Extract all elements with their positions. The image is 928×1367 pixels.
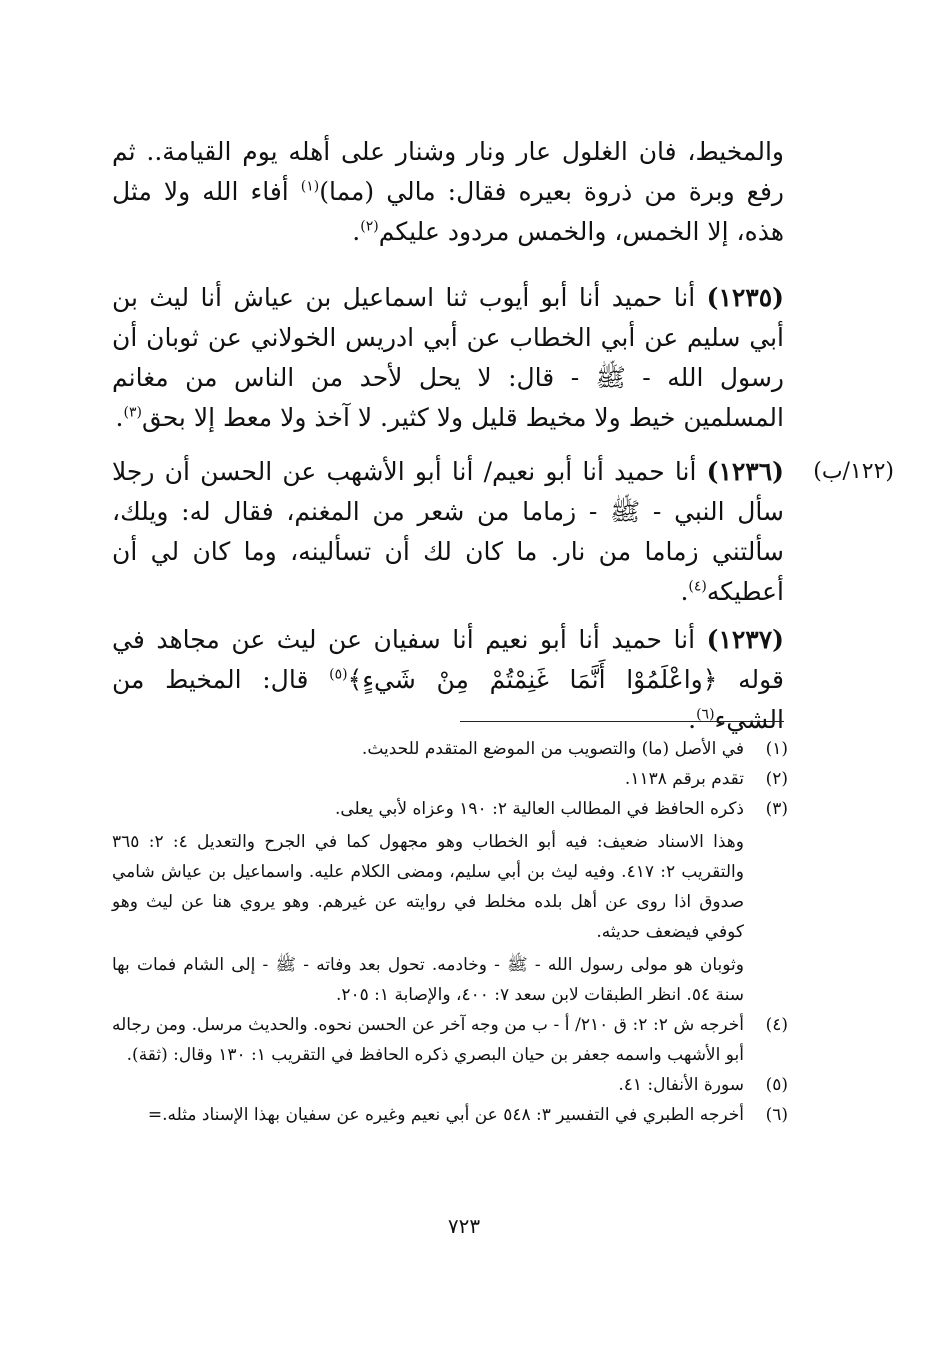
footnote xyxy=(112,1100,788,1130)
footnote-text: سورة الأنفال: ٤١. xyxy=(618,1075,744,1095)
footnote-text: وثوبان هو مولى رسول الله - ﷺ - وخادمه. تحول بعد وفاته - ﷺ - إلى الشام فمات بها سنة ٥٤. انظر الطبقات لابن سعد ٧: ٤٠٠، والإصابة ١: ٢٠٥. xyxy=(112,955,744,1005)
hadith-1236 xyxy=(112,452,784,612)
hadith-number: (١٢٣٥) xyxy=(706,283,784,312)
footnote-ref[interactable]: (٦) xyxy=(696,706,715,723)
quran-verse: ﴿واعْلَمُوْا أَنَّمَا غَنِمْتُمْ مِنْ شَيءٍ﴾ xyxy=(347,665,718,694)
page-number: ٧٢٣ xyxy=(447,1214,481,1238)
footnote-separator xyxy=(460,721,784,722)
hadith-text: أنا حميد أنا أبو نعيم أنا سفيان عن ليث عن مجاهد في قوله xyxy=(112,625,784,694)
hadith-number: (١٢٣٦) xyxy=(706,457,784,486)
footnote-number: (٣) xyxy=(765,799,788,819)
footnote xyxy=(112,794,788,1010)
footnote-text: ذكره الحافظ في المطالب العالية ٢: ١٩٠ وعزاه لأبي يعلى. xyxy=(334,799,744,819)
footnote-number: (٥) xyxy=(765,1075,788,1095)
footnote-text: أخرجه ش ٢: ٢: ق ٢١٠/ أ - ب من وجه آخر عن الحسن نحوه. والحديث مرسل. ومن رجاله أبو الأشهب واسمه جعفر بن حيان البصري ذكره الحافظ في التقريب ١: ١٣٠ وقال: (ثقة). xyxy=(112,1015,744,1065)
footnote-text: تقدم برقم ١١٣٨. xyxy=(624,769,744,789)
footnotes-section xyxy=(112,734,788,1130)
footnote xyxy=(112,1010,788,1070)
footnote-number: (٦) xyxy=(765,1105,788,1125)
hadith-number: (١٢٣٧) xyxy=(706,625,784,654)
footnote-ref[interactable]: (٤) xyxy=(688,578,707,595)
hadith-text: أنا حميد أنا أبو أيوب ثنا اسماعيل بن عياش أنا ليث بن أبي سليم عن أبي الخطاب عن أبي ادريس الخولاني عن ثوبان أن رسول الله - ﷺ - قال: لا يحل لأحد من الناس من مغانم المسلمين خيط ولا مخيط قليل ولا كثير. لا آخذ ولا معط إلا بحق xyxy=(112,283,784,432)
footnote-number: (١) xyxy=(765,739,788,759)
footnote-text: في الأصل (ما) والتصويب من الموضع المتقدم للحديث. xyxy=(361,739,744,759)
hadith-text: . xyxy=(680,577,689,606)
hadith-1237 xyxy=(112,620,784,740)
paragraph-text: أفاء الله ولا مثل هذه، إلا الخمس، والخمس مردود عليكم xyxy=(112,177,784,246)
footnote-number: (٢) xyxy=(765,769,788,789)
footnote xyxy=(112,1070,788,1100)
hadith-text: قال: المخيط من الشيء xyxy=(112,665,784,734)
hadith-1235 xyxy=(112,278,784,438)
footnote-number: (٤) xyxy=(765,1015,788,1035)
footnote xyxy=(112,764,788,794)
footnote-text: أخرجه الطبري في التفسير ٣: ٥٤٨ عن أبي نعيم وغيره عن سفيان بهذا الإسناد مثله.= xyxy=(147,1105,744,1125)
footnote-ref[interactable]: (٥) xyxy=(329,666,348,683)
manuscript-folio-note: (١٢٢/ب) xyxy=(813,459,894,484)
paragraph-text: . xyxy=(352,217,361,246)
footnote-text: وهذا الاسناد ضعيف: فيه أبو الخطاب وهو مجهول كما في الجرح والتعديل ٤: ٢: ٣٦٥ والتقريب ٢: ٤١٧. وفيه ليث بن أبي سليم، ومضى الكلام عليه. واسماعيل بن عياش شامي صدوق اذا روى عن أهل بلده مخلط في روايته عن غيرهم. وهو يروي هنا عن ليث وهو كوفي فيضعف حديثه. xyxy=(112,832,744,942)
footnote-ref[interactable]: (١) xyxy=(300,178,320,195)
footnote-ref[interactable]: (٣) xyxy=(123,404,142,421)
hadith-text: . xyxy=(115,403,124,432)
paragraph-continuation xyxy=(112,132,784,252)
footnote xyxy=(112,734,788,764)
paragraph-text: والمخيط، فان الغلول عار ونار وشنار على أهله يوم القيامة.. ثم رفع وبرة من ذروة بعيره فقال: مالي (مما) xyxy=(112,137,785,206)
hadith-text: . xyxy=(688,705,697,734)
footnote-ref[interactable]: (٢) xyxy=(360,218,379,235)
hadith-text: أنا حميد أنا أبو نعيم/ أنا أبو الأشهب عن الحسن أن رجلا سأل النبي - ﷺ - زماما من شعر من المغنم، فقال له: ويلك، سألتني زماما من نار. ما كان لك أن تسألينه، وما كان لي أن أعطيكه xyxy=(112,457,784,606)
